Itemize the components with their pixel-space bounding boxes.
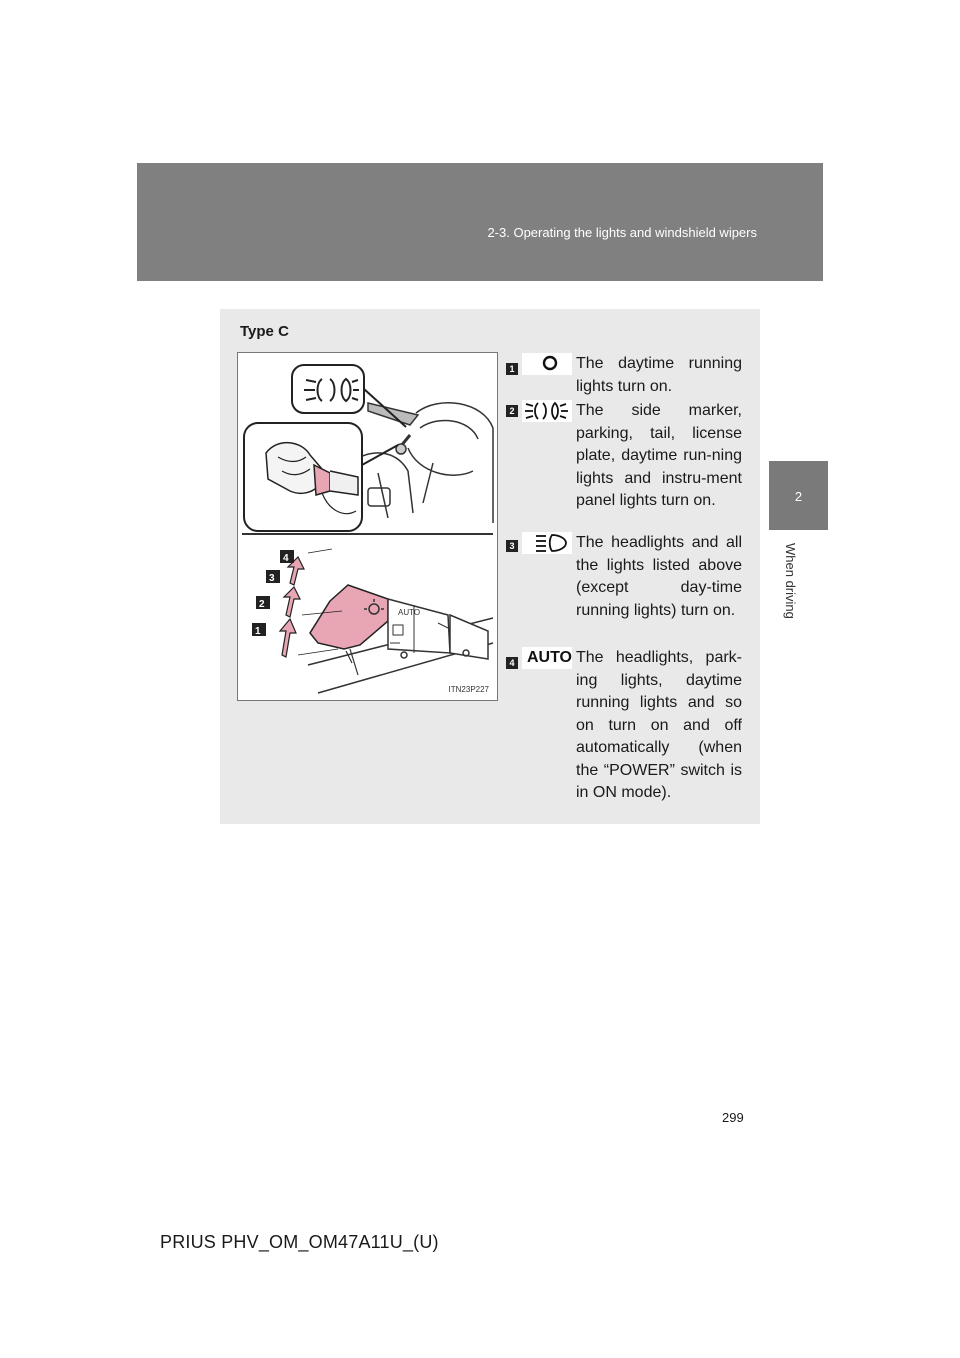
panel-type-label: Type C xyxy=(240,323,289,340)
header-band xyxy=(137,163,823,281)
callout-hand-switch xyxy=(244,423,398,531)
auto-icon: AUTO xyxy=(522,647,572,669)
item-number-badge: 3 xyxy=(506,540,518,552)
figure-divider xyxy=(242,533,493,535)
svg-text:2: 2 xyxy=(259,599,265,610)
svg-text:4: 4 xyxy=(283,553,289,564)
item-number-badge: 2 xyxy=(506,405,518,417)
item-description: The daytime running lights turn on. xyxy=(576,355,742,395)
auto-mark: AUTO xyxy=(398,608,421,617)
chapter-number: 2 xyxy=(794,489,803,504)
item-description: The headlights, park-ing lights, daytime running lights and so on turn on and off automatically (when the “POWER” switch is in ON mode). xyxy=(576,649,742,801)
item-number-badge: 1 xyxy=(506,363,518,375)
document-code: PRIUS PHV_OM_OM47A11U_(U) xyxy=(160,1232,439,1252)
headlights-icon xyxy=(522,532,572,554)
section-title: 2-3. Operating the lights and windshield wipers xyxy=(487,225,757,240)
light-switch-illustration xyxy=(237,352,498,701)
svg-text:1: 1 xyxy=(255,626,261,637)
item-number-badge: 4 xyxy=(506,657,518,669)
type-c-panel xyxy=(220,309,760,824)
figure-code: ITN23P227 xyxy=(448,685,489,694)
parking-lights-icon xyxy=(522,400,572,422)
daytime-running-lights-icon xyxy=(522,353,572,375)
chapter-tab xyxy=(769,461,828,530)
item-description: The headlights and all the lights listed above (except day-time running lights) turn on. xyxy=(576,534,742,619)
chapter-label: When driving xyxy=(783,543,798,619)
svg-text:3: 3 xyxy=(269,573,275,584)
dashboard-illustration xyxy=(358,403,493,523)
page-number: 299 xyxy=(722,1110,744,1125)
switch-diagram-svg xyxy=(238,353,497,700)
stalk-closeup xyxy=(308,585,493,693)
item-description: The side marker, parking, tail, license plate, daytime run-ning lights and instru-ment panel lights turn on. xyxy=(576,402,742,509)
